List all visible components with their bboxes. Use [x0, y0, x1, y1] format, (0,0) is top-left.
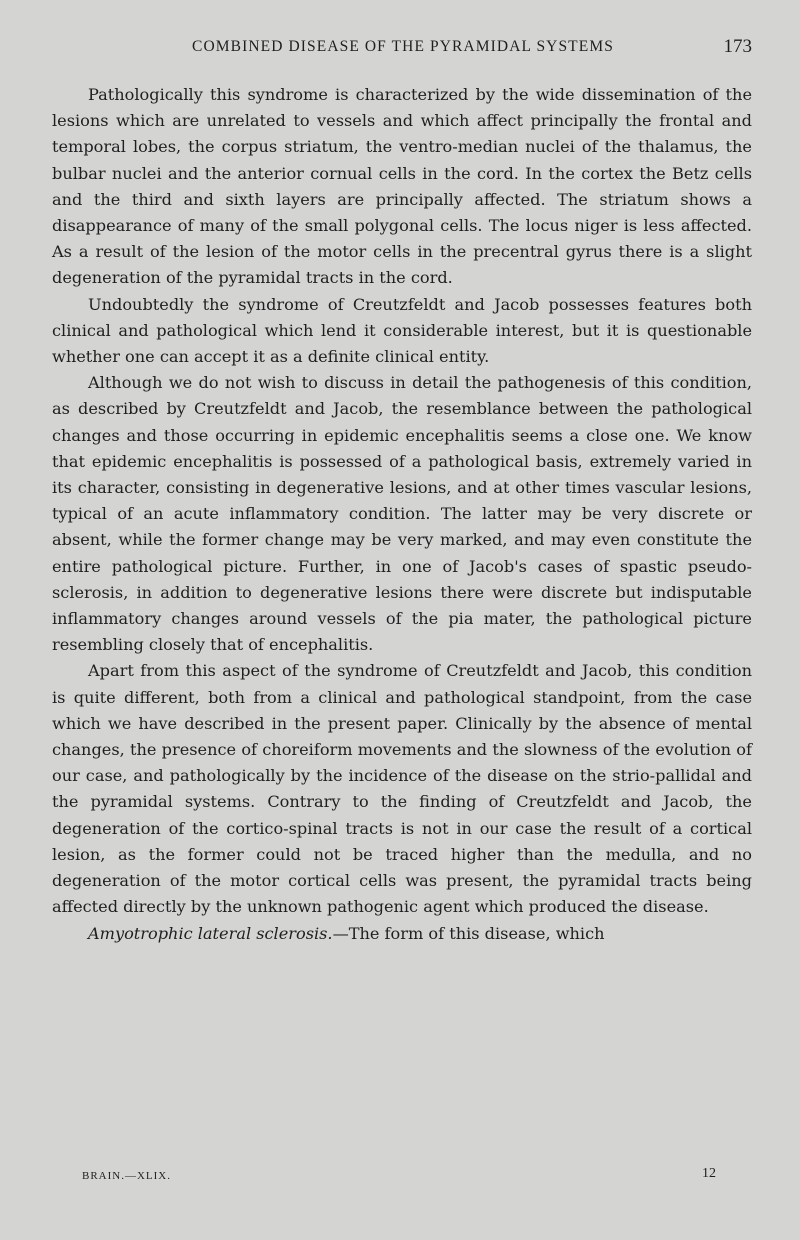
paragraph: Apart from this aspect of the syndrome of Creutzfeldt and Jacob, this condition is quite different, both from a clinical and pathological standpoint, from the case which we have described in the present paper. Clinically by the absence of mental changes, the presence of choreiform movements and the slowness of the evolution of our case, and pathologically by the incidence of the disease on the strio-pallidal and the pyramidal systems. Contrary to the finding of Creutzfeldt and Jacob, the degeneration of the cortico-spinal tracts is not in our case the result of a cortical lesion, as the former could not be traced higher than the medulla, and no degeneration of the motor cortical cells was present, the pyramidal tracts being affected directly by the unknown pathogenic agent which produced the disease. — [52, 661, 752, 917]
signature-mark: BRAIN.—XLIX. — [82, 1170, 171, 1182]
paragraph: Although we do not wish to discuss in detail the pathogenesis of this condition, as described by Creutzfeldt and Jacob, the resemblance between the pathological changes and those occurring in epidemic encephalitis seems a close one. We know that epidemic encephalitis is possessed of a pathological basis, extremely varied in its character, consisting in degenerative lesions, and at other times vascular lesions, typical of an acute inflammatory condition. The latter may be very discrete or absent, while the former change may be very marked, and may even constitute the entire pathological picture. Further, in one of Jacob's cases of spastic pseudo-sclerosis, in addition to degenerative lesions there were discrete but indisputable inflammatory changes around vessels of the pia mater, the pathological picture resembling closely that of encephalitis. — [52, 373, 752, 655]
paragraph: Pathologically this syndrome is characterized by the wide dissemination of the lesions which are unrelated to vessels and which affect principally the frontal and temporal lobes, the corpus striatum, the ventro-median nuclei of the thalamus, the bulbar nuclei and the anterior cornual cells in the cord. In the cortex the Betz cells and the third and sixth layers are principally affected. The striatum shows a disappearance of many of the small polygonal cells. The locus niger is less affected. As a result of the lesion of the motor cells in the precentral gyrus there is a slight degeneration of the pyramidal tracts in the cord. — [52, 85, 752, 288]
sheet-number: 12 — [702, 1166, 716, 1181]
paragraph-continuation: —The form of this disease, which — [332, 923, 605, 943]
page-number: 173 — [723, 36, 752, 57]
running-head — [54, 36, 752, 62]
body-text — [52, 82, 752, 947]
section-heading-italic: Amyotrophic lateral sclerosis. — [88, 923, 333, 943]
paragraph: Undoubtedly the syndrome of Creutzfeldt and Jacob possesses features both clinical and pathological which lend it considerable interest, but it is questionable whether one can accept it as a definite clinical entity. — [52, 294, 752, 367]
running-title: COMBINED DISEASE OF THE PYRAMIDAL SYSTEMS — [192, 38, 614, 55]
paragraph-final — [52, 921, 752, 947]
page-footer — [82, 1166, 716, 1186]
